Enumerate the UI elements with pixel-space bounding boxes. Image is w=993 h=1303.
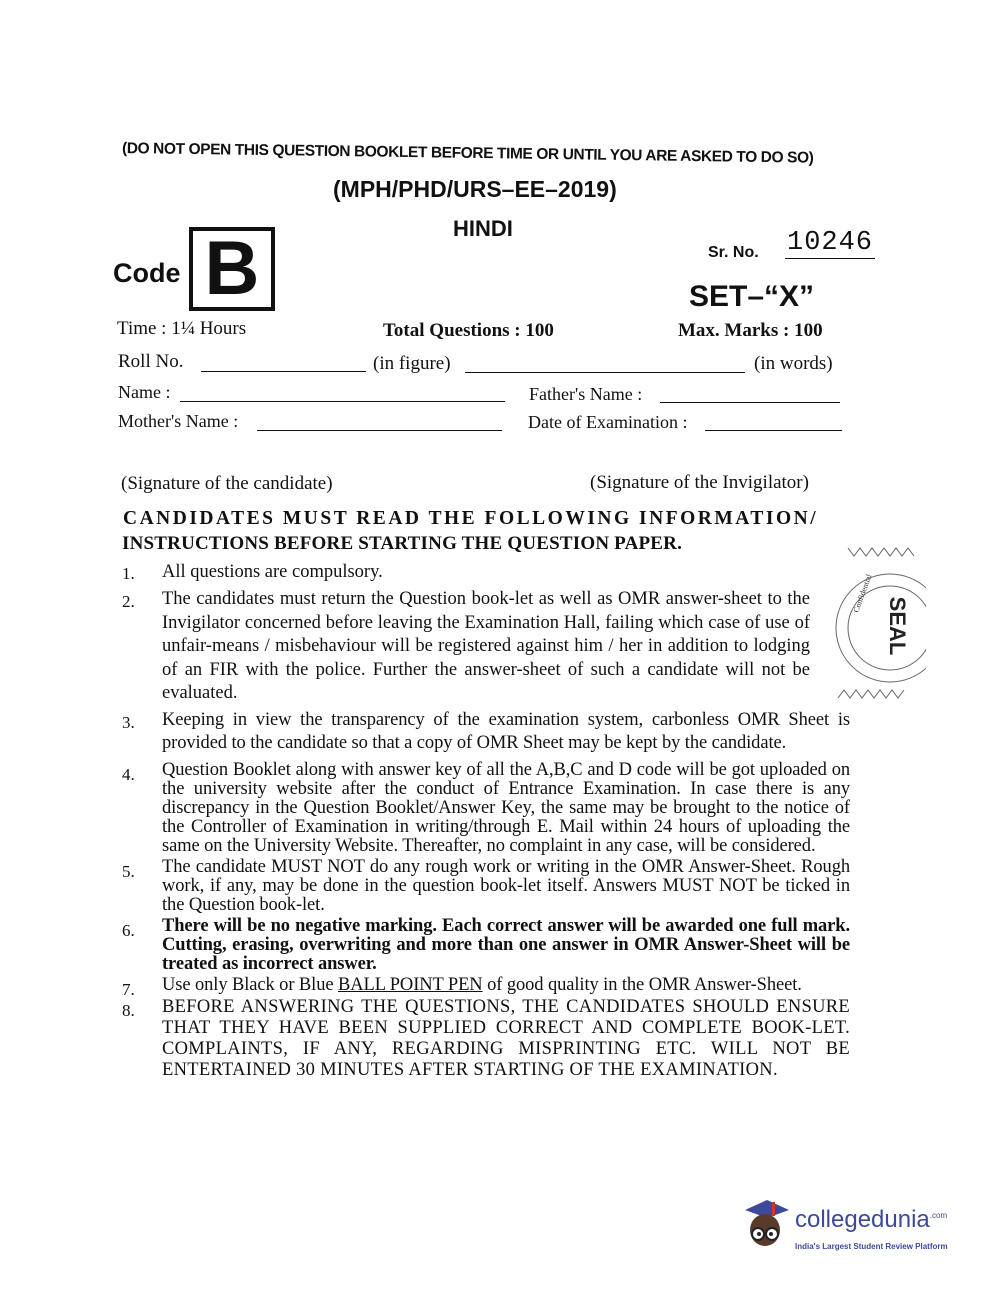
candidate-signature-label: (Signature of the candidate) bbox=[121, 473, 333, 494]
instruction-item bbox=[120, 709, 850, 755]
instruction-text: Question Booklet along with answer key of all the A,B,C and D code will be got uploaded on the university website after the conduct of Entrance Examination. In case there is any discrepancy in the Question Booklet/Answer Key, the same may be brought to the notice of the Controller of Examination in writing/through E. Mail within 24 hours of uploading the same on the University Website. Thereafter, no complaint in any case, will be considered. bbox=[162, 759, 850, 856]
instruction-text: Keeping in view the transparency of the examination system, carbonless OMR Sheet is provided to the candidate so that a copy of OMR Sheet may be kept by the candidate. bbox=[162, 709, 850, 753]
mother-name-label: Mother's Name : bbox=[118, 411, 239, 431]
instruction-text: All questions are compulsory. bbox=[162, 562, 383, 582]
date-of-exam-field[interactable] bbox=[705, 430, 842, 431]
exam-title: (MPH/PHD/URS–EE–2019) bbox=[333, 176, 617, 202]
instruction-item bbox=[120, 974, 850, 999]
booklet-warning: (DO NOT OPEN THIS QUESTION BOOKLET BEFORE TIME OR UNTIL YOU ARE ASKED TO DO SO) bbox=[121, 140, 814, 167]
ball-point-pen-text: BALL POINT PEN bbox=[338, 974, 483, 995]
brand-suffix: .com bbox=[929, 1211, 948, 1220]
instruction-text: BEFORE ANSWERING THE QUESTIONS, THE CANDIDATES SHOULD ENSURE THAT THEY HAVE BEEN SUPPLIED CORRECT AND COMPLETE BOOK-LET. COMPLAINTS, IF ANY, REGARDING MISPRINTING ETC. WILL NOT BE ENTERTAINED 30 MINUTES AFTER STARTING OF THE EXAMINATION. bbox=[162, 996, 850, 1080]
instruction-text: The candidates must return the Question book-let as well as OMR answer-sheet to the Invigilator concerned before leaving the Examination Hall, failing which case of use of unfair-means / misbehaviour will be registered against him / her in addition to lodging of an FIR with the police. Further the answer-sheet of such a candidate will not be evaluated. bbox=[162, 589, 810, 703]
date-of-exam-label: Date of Examination : bbox=[528, 412, 688, 432]
roll-number-words-field[interactable] bbox=[465, 372, 745, 373]
brand-name: collegedunia bbox=[795, 1206, 930, 1233]
instructions-heading-line1: CANDIDATES MUST READ THE FOLLOWING INFORMATION/ bbox=[123, 508, 819, 529]
collegedunia-mascot-icon bbox=[737, 1196, 793, 1252]
name-label: Name : bbox=[118, 382, 171, 402]
serial-number-value: 10246 bbox=[787, 228, 874, 258]
collegedunia-tagline: India's Largest Student Review Platform bbox=[795, 1242, 948, 1251]
instruction-text: There will be no negative marking. Each correct answer will be awarded one full mark. Cutting, erasing, overwriting and more than one answer in OMR Answer-Sheet will be treated as incorrect answer. bbox=[162, 915, 850, 974]
confidential-seal bbox=[828, 538, 926, 708]
invigilator-signature-label: (Signature of the Invigilator) bbox=[590, 472, 809, 493]
seal-text: SEAL bbox=[885, 596, 910, 656]
instruction-number: 6. bbox=[122, 920, 135, 940]
instruction-number: 5. bbox=[122, 861, 135, 881]
code-letter: B bbox=[204, 226, 260, 311]
instruction-item bbox=[120, 917, 850, 974]
instruction-number: 7. bbox=[122, 979, 135, 999]
in-words-label: (in words) bbox=[754, 353, 833, 374]
instruction-item bbox=[120, 761, 850, 856]
instructions-list bbox=[120, 560, 850, 1081]
instruction-text-part: of good quality in the OMR Answer-Sheet. bbox=[482, 974, 802, 995]
instruction-number: 4. bbox=[122, 764, 135, 784]
instructions-heading-line2: INSTRUCTIONS BEFORE STARTING THE QUESTION PAPER. bbox=[122, 533, 683, 554]
instruction-number: 1. bbox=[122, 564, 135, 583]
father-name-field[interactable] bbox=[660, 402, 840, 403]
instruction-text bbox=[162, 976, 850, 995]
instruction-item bbox=[120, 560, 850, 584]
mother-name-field[interactable] bbox=[257, 430, 502, 431]
seal-ring-text: Confidential bbox=[851, 573, 874, 614]
serial-number-label: Sr. No. bbox=[708, 244, 759, 261]
instruction-text-part: Use only Black or Blue bbox=[162, 974, 338, 995]
roll-number-label: Roll No. bbox=[118, 351, 184, 372]
instruction-number: 2. bbox=[122, 592, 135, 611]
instruction-item bbox=[120, 997, 850, 1081]
max-marks: Max. Marks : 100 bbox=[678, 320, 823, 341]
in-figure-label: (in figure) bbox=[373, 353, 451, 374]
instruction-number: 8. bbox=[122, 1000, 135, 1020]
instruction-item bbox=[120, 588, 850, 706]
code-box bbox=[189, 227, 275, 311]
roll-number-field[interactable] bbox=[201, 371, 366, 372]
instruction-item bbox=[120, 858, 850, 915]
collegedunia-logo-text bbox=[795, 1206, 947, 1234]
time-allowed: Time : 1¼ Hours bbox=[117, 318, 247, 339]
code-label: Code bbox=[113, 258, 181, 288]
total-questions: Total Questions : 100 bbox=[383, 320, 554, 341]
subject-title: HINDI bbox=[453, 216, 513, 241]
instruction-number: 3. bbox=[122, 712, 135, 732]
name-field[interactable] bbox=[180, 401, 505, 402]
father-name-label: Father's Name : bbox=[529, 384, 643, 404]
set-label: SET–“X” bbox=[689, 280, 815, 313]
instruction-text: The candidate MUST NOT do any rough work or writing in the OMR Answer-Sheet. Rough work, if any, may be done in the question book-let itself. Answers MUST NOT be ticked in the Question book-let. bbox=[162, 856, 850, 915]
